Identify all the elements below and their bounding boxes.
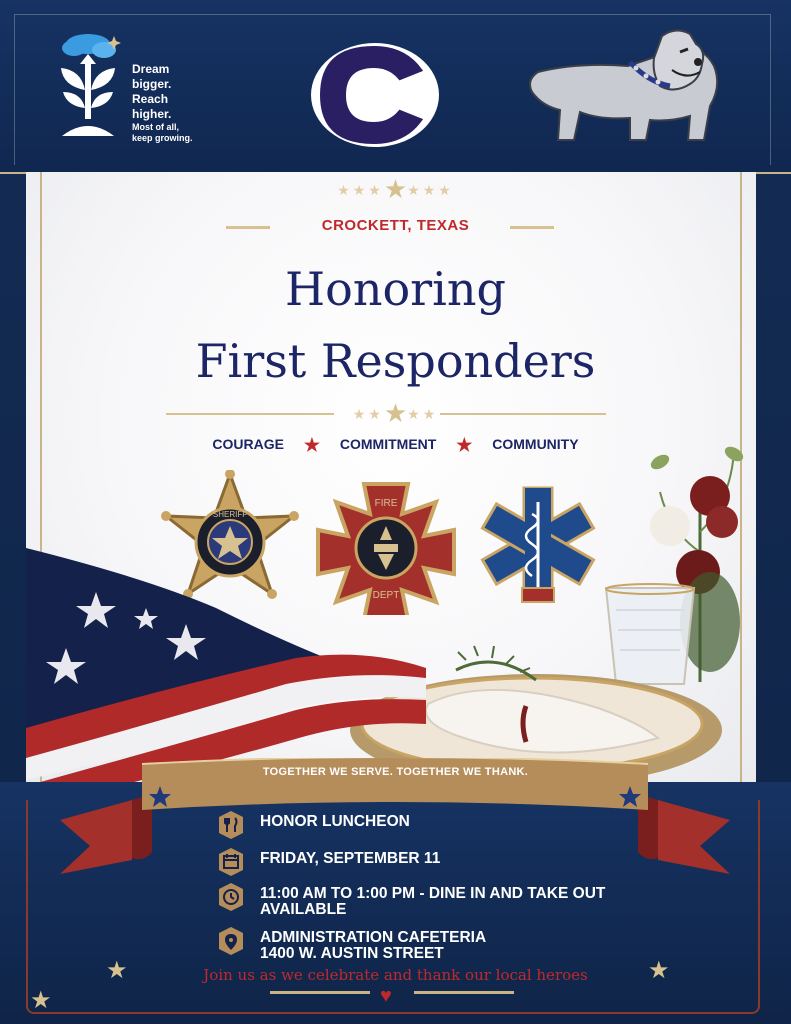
footer-bar-right bbox=[414, 991, 514, 994]
fire-badge-top-label: FIRE bbox=[374, 498, 398, 509]
tagline bbox=[132, 62, 193, 144]
tagline-line: Reach bbox=[132, 92, 169, 106]
footer-bar-left bbox=[270, 991, 370, 994]
ribbon-text: TOGETHER WE SERVE. TOGETHER WE THANK. bbox=[262, 766, 529, 778]
value-courage: COURAGE bbox=[212, 436, 284, 452]
gold-star-icon: ★ bbox=[106, 957, 128, 984]
value-commitment: COMMITMENT bbox=[339, 436, 437, 452]
detail-event-text: HONOR LUNCHEON bbox=[260, 813, 410, 830]
detail-date-text: FRIDAY, SEPTEMBER 11 bbox=[260, 850, 441, 867]
tagline-small-line: keep growing. bbox=[132, 133, 193, 143]
red-star-icon: ★ bbox=[456, 435, 473, 455]
fire-badge-bottom-label: DEPT bbox=[372, 590, 400, 601]
tagline-small-line: Most of all, bbox=[132, 122, 179, 132]
sheriff-badge-label: SHERIFF bbox=[212, 510, 248, 519]
gold-star-icon: ★ bbox=[30, 987, 52, 1014]
heart-icon: ♥ bbox=[380, 985, 392, 1007]
gold-star-icon: ★ bbox=[648, 957, 670, 984]
school-c-logo bbox=[308, 40, 442, 150]
tagline-line: bigger. bbox=[132, 77, 172, 91]
tagline-line: higher. bbox=[132, 107, 172, 121]
divider-stars: ★★★★★ bbox=[352, 398, 439, 428]
tree-logo-icon bbox=[52, 30, 134, 140]
detail-location-line-1: ADMINISTRATION CAFETERIA bbox=[260, 929, 487, 946]
location-pin-icon bbox=[216, 926, 246, 956]
ems-star-of-life-badge bbox=[478, 484, 598, 609]
tagline-line: Dream bbox=[132, 62, 170, 76]
clock-icon bbox=[216, 882, 246, 912]
location-text: CROCKETT, TEXAS bbox=[321, 217, 470, 234]
bulldog-mascot bbox=[512, 22, 722, 152]
title-line-1: Honoring bbox=[285, 262, 506, 316]
top-star-row: ★★★★★★★ bbox=[337, 174, 454, 204]
detail-time-line-1: 11:00 AM TO 1:00 PM - DINE IN AND TAKE OUT bbox=[260, 885, 606, 902]
value-community: COMMUNITY bbox=[492, 436, 579, 452]
utensils-icon bbox=[216, 810, 246, 840]
detail-location-line-2: 1400 W. AUSTIN STREET bbox=[260, 945, 444, 962]
calendar-icon bbox=[216, 847, 246, 877]
red-star-icon: ★ bbox=[303, 435, 320, 455]
title-line-2: First Responders bbox=[195, 334, 596, 388]
header-band bbox=[0, 0, 791, 174]
closing-message: Join us as we celebrate and thank our local heroes bbox=[203, 966, 588, 984]
detail-time-line-2: AVAILABLE bbox=[260, 901, 347, 918]
